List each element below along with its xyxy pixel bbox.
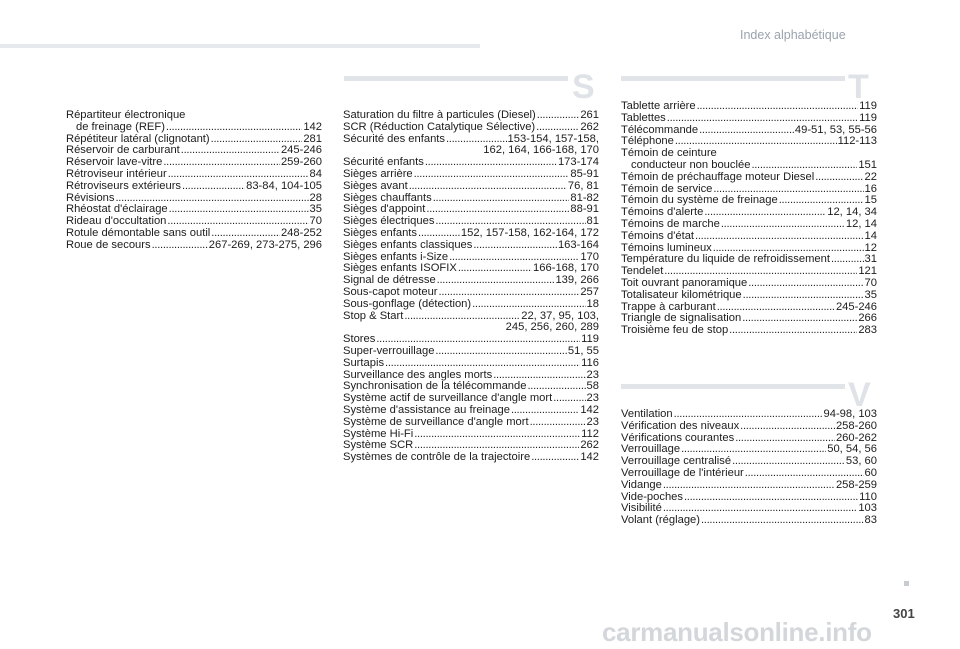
index-entry-pages: 49-51, 53, 55-56 <box>794 123 877 136</box>
index-entry-label: Stores <box>343 333 376 346</box>
dot-leader <box>418 228 460 240</box>
dot-leader <box>536 122 579 134</box>
index-entry-pages: 153-154, 157-158, <box>507 132 599 145</box>
dot-leader <box>385 358 580 370</box>
letter-s-heading: S <box>572 68 595 106</box>
index-entry-pages: 262 <box>580 120 599 133</box>
index-entry-label: Système d'assistance au freinage <box>343 403 510 416</box>
index-entry-label: Sièges enfants ISOFIX <box>343 262 457 275</box>
index-entry-label: Sièges enfants <box>343 226 418 239</box>
index-entry <box>343 181 599 193</box>
dot-leader <box>537 110 580 122</box>
dot-leader <box>437 275 555 287</box>
index-entry-pages: 94-98, 103 <box>823 408 877 420</box>
index-entry-pages: 84 <box>309 167 322 180</box>
index-entry-pages: 81-82 <box>570 191 599 204</box>
index-entry-pages: 53, 60 <box>845 455 877 468</box>
dot-leader <box>414 429 580 441</box>
index-entry-label: Témoin du système de freinage <box>621 194 778 207</box>
index-entry-pages: 142 <box>303 120 322 133</box>
dot-leader <box>704 207 826 219</box>
index-entry <box>621 219 877 231</box>
decorative-square <box>904 581 909 586</box>
index-entry-pages: 23 <box>586 415 599 428</box>
letter-t-rule <box>621 76 845 81</box>
dot-leader <box>667 113 858 125</box>
index-entry-label: Visibilité <box>621 502 662 515</box>
index-entry-label: Ventilation <box>621 408 673 420</box>
index-entry-pages: 267-269, 273-275, 296 <box>208 238 322 251</box>
index-entry-pages: 170 <box>580 250 599 263</box>
index-entry-label: Sièges avant <box>343 179 408 192</box>
index-entry-label: Témoins d'état <box>621 229 695 242</box>
index-entry-label: Verrouillage <box>621 443 681 456</box>
index-entry-label: Sous-capot moteur <box>343 285 438 298</box>
index-entry-pages: 12, 14, 34 <box>827 206 877 219</box>
index-entry-label: conducteur non bouclée <box>631 158 751 171</box>
index-entry-pages: 248-252 <box>280 226 322 239</box>
index-entry-label: Surveillance des angles morts <box>343 368 493 381</box>
index-entry-pages: 112 <box>581 427 599 440</box>
index-entry-pages: 76, 81 <box>567 179 599 192</box>
dot-leader <box>751 160 857 172</box>
index-entry <box>343 405 599 417</box>
index-entry-pages: 163-164 <box>557 238 599 251</box>
dot-leader <box>433 193 570 205</box>
index-entry-label: Témoin de service <box>621 182 713 195</box>
dot-leader <box>743 290 864 302</box>
letter-v-heading: V <box>848 376 871 414</box>
index-entry-pages: 51, 55 <box>567 344 599 357</box>
index-entry-pages: 245-246 <box>280 144 322 157</box>
dot-leader <box>815 172 863 184</box>
index-entry-pages: 260-262 <box>835 431 877 444</box>
index-entry <box>621 421 877 433</box>
index-entry <box>621 515 877 527</box>
dot-leader <box>511 405 579 417</box>
index-entry-label: Surtapis <box>343 356 385 369</box>
index-entry-pages: 83-84, 104-105 <box>246 179 322 192</box>
index-entry <box>621 113 877 125</box>
dot-leader <box>169 204 309 216</box>
index-entry-label: Vérifications courantes <box>621 431 735 444</box>
dot-leader <box>530 417 586 429</box>
index-entry-label: Tendelet <box>621 265 664 278</box>
index-entry-pages: 281 <box>303 132 322 145</box>
index-entry <box>343 346 599 358</box>
index-entry-label: Témoin de préchauffage moteur Diesel <box>621 170 815 183</box>
index-entry-label: Témoins d'alerte <box>621 206 704 219</box>
dot-leader <box>695 231 864 243</box>
index-entry-pages: 70 <box>309 215 322 228</box>
index-entry <box>66 228 322 240</box>
index-entry-pages: 15 <box>864 194 877 207</box>
index-entry-heading: Témoin de ceinture <box>621 147 717 160</box>
dot-leader <box>211 228 280 240</box>
index-entry-pages: 31 <box>864 253 877 266</box>
index-entry-pages: 110 <box>859 490 877 503</box>
letter-v-rule <box>621 384 845 389</box>
index-entry-label: de freinage (REF) <box>76 120 165 133</box>
dot-leader <box>740 421 835 433</box>
section-title: Index alphabétique <box>740 28 846 42</box>
index-entry-label: Sièges enfants classiques <box>343 238 473 251</box>
index-entry-pages: 166-168, 170 <box>533 262 599 275</box>
index-entry-label: Super-verrouillage <box>343 344 435 357</box>
index-entry-label: Sièges arrière <box>343 167 413 180</box>
index-entry-pages: 23 <box>586 392 599 405</box>
index-entry <box>621 172 877 184</box>
index-entry-label: Vérification des niveaux <box>621 419 740 432</box>
index-entry-label: Répétiteur latéral (clignotant) <box>66 132 210 145</box>
index-entry-label: Système Hi-Fi <box>343 427 414 440</box>
index-entry-pages: 258-260 <box>835 419 877 432</box>
index-entry-label: Toit ouvrant panoramique <box>621 276 748 289</box>
index-entry-pages: 245-246 <box>835 300 877 313</box>
index-entry-label: Trappe à carburant <box>621 300 716 313</box>
dot-leader <box>166 122 302 134</box>
index-entry-label: Rétroviseurs extérieurs <box>66 179 182 192</box>
index-entry-label: SCR (Réduction Catalytique Sélective) <box>343 120 536 133</box>
index-entry <box>621 480 877 492</box>
page-number: 301 <box>893 606 915 621</box>
index-entry-pages: 139, 266 <box>555 274 599 287</box>
index-entry-label: Signal de détresse <box>343 274 436 287</box>
index-entry <box>66 240 322 252</box>
index-entry-label: Réservoir de carburant <box>66 144 180 157</box>
index-entry-pages: 22 <box>864 170 877 183</box>
dot-leader <box>439 287 580 299</box>
index-entry <box>343 240 599 252</box>
index-entry-label: Rideau d'occultation <box>66 215 167 228</box>
index-entry <box>343 299 599 311</box>
dot-leader <box>409 181 567 193</box>
dot-leader <box>473 240 557 252</box>
letter-s-rule <box>344 76 568 81</box>
index-entry-pages: 262 <box>580 439 599 452</box>
index-column-v <box>621 409 877 527</box>
index-entry <box>66 181 322 193</box>
dot-leader <box>697 101 859 113</box>
index-entry-label: Stop & Start <box>343 309 404 322</box>
dot-leader <box>472 299 585 311</box>
index-entry-label: Vide-poches <box>621 490 683 503</box>
index-entry-pages: 103 <box>858 502 877 515</box>
index-entry-pages: 16 <box>864 182 877 195</box>
index-entry-label: Sièges enfants i-Size <box>343 250 449 263</box>
index-entry-label: Verrouillage de l'intérieur <box>621 466 744 479</box>
index-entry <box>343 417 599 429</box>
dot-leader <box>414 169 570 181</box>
index-entry-label: Saturation du filtre à particules (Diesel) <box>343 109 536 121</box>
index-entry-label: Température du liquide de refroidissement <box>621 253 830 266</box>
dot-leader <box>663 480 835 492</box>
index-entry-label: Rhéostat d'éclairage <box>66 203 168 216</box>
index-entry-label: Témoins de marche <box>621 217 720 230</box>
index-entry-label: Synchronisation de la télécommande <box>343 380 527 393</box>
index-entry <box>621 290 877 302</box>
index-entry-pages: 81 <box>586 215 599 228</box>
index-entry-pages: 12, 14 <box>845 217 877 230</box>
index-entry-pages: 151 <box>858 158 877 171</box>
dot-leader <box>742 313 857 325</box>
index-entry-label: Sous-gonflage (détection) <box>343 297 472 310</box>
index-entry-pages: 142 <box>580 451 599 464</box>
index-entry-label: Triangle de signalisation <box>621 312 742 325</box>
index-entry-label: Troisième feu de stop <box>621 324 729 337</box>
index-column-s <box>343 110 599 464</box>
index-entry-pages: 142 <box>580 403 599 416</box>
index-entry <box>343 228 599 240</box>
index-entry <box>343 358 599 370</box>
index-column-t <box>621 101 877 337</box>
index-entry-label: Systèmes de contrôle de la trajectoire <box>343 451 531 464</box>
dot-leader <box>182 181 245 193</box>
index-entry-label: Tablette arrière <box>621 100 696 112</box>
index-entry-label: Système de surveillance d'angle mort <box>343 415 529 428</box>
index-entry-pages: 173-174 <box>557 156 599 169</box>
index-entry-label: Témoins lumineux <box>621 241 712 254</box>
index-entry-label: Réservoir lave-vitre <box>66 156 163 169</box>
index-entry-continuation: 162, 164, 166-168, 170 <box>483 144 599 157</box>
index-entry-pages: 14 <box>864 229 877 242</box>
index-entry-pages: 112-113 <box>837 135 877 148</box>
dot-leader <box>748 278 863 290</box>
index-entry-pages: 116 <box>581 356 599 369</box>
dot-leader <box>735 433 835 445</box>
index-entry-pages: 119 <box>581 333 599 346</box>
dot-leader <box>181 145 280 157</box>
index-entry-pages: 22, 37, 95, 103, <box>521 309 599 322</box>
dot-leader <box>745 468 864 480</box>
dot-leader <box>701 515 864 527</box>
index-entry-pages: 152, 157-158, 162-164, 172 <box>460 226 599 239</box>
watermark-text: carmanualsonline.info <box>602 617 872 647</box>
index-entry-label: Rotule démontable sans outil <box>66 226 211 239</box>
index-entry <box>343 287 599 299</box>
index-entry-heading: Répartiteur électronique <box>66 109 186 121</box>
index-entry <box>621 160 877 172</box>
index-entry <box>343 169 599 181</box>
index-entry-pages: 257 <box>580 285 599 298</box>
index-entry <box>621 325 877 337</box>
index-entry-label: Sièges chauffants <box>343 191 432 204</box>
index-entry-label: Sièges électriques <box>343 215 435 228</box>
index-entry-pages: 119 <box>859 111 877 124</box>
index-entry-label: Système SCR <box>343 439 414 452</box>
dot-leader <box>699 125 794 137</box>
index-entry-pages: 28 <box>309 191 322 204</box>
dot-leader <box>168 169 309 181</box>
index-entry <box>343 452 599 464</box>
index-entry <box>343 122 599 134</box>
index-entry-label: Volant (réglage) <box>621 514 700 527</box>
index-entry-label: Sécurité enfants <box>343 156 424 169</box>
dot-leader <box>684 492 858 504</box>
top-header-bar <box>0 44 480 48</box>
dot-leader <box>435 346 566 358</box>
index-entry-label: Tablettes <box>621 111 666 124</box>
index-entry-label: Révisions <box>66 191 115 204</box>
dot-leader <box>721 219 845 231</box>
index-entry-pages: 85-91 <box>570 167 599 180</box>
index-entry-label: Télécommande <box>621 123 699 136</box>
index-entry-label: Sécurité des enfants <box>343 132 445 145</box>
index-entry-label: Sièges d'appoint <box>343 203 426 216</box>
index-entry-pages: 258-259 <box>835 478 877 491</box>
dot-leader <box>458 263 532 275</box>
dot-leader <box>163 157 280 169</box>
index-column-r <box>66 110 322 252</box>
index-entry-pages: 283 <box>858 324 877 337</box>
index-entry-label: Verrouillage centralisé <box>621 455 732 468</box>
index-entry <box>621 468 877 480</box>
index-entry-pages: 266 <box>858 312 877 325</box>
index-entry-pages: 83 <box>864 514 877 527</box>
dot-leader <box>404 311 520 323</box>
index-entry <box>66 169 322 181</box>
dot-leader <box>426 204 569 216</box>
index-entry <box>621 231 877 243</box>
index-entry-pages: 70 <box>864 276 877 289</box>
letter-t-heading: T <box>848 68 869 106</box>
index-entry-pages: 259-260 <box>280 156 322 169</box>
index-entry-pages: 18 <box>586 297 599 310</box>
index-entry-label: Rétroviseur intérieur <box>66 167 167 180</box>
index-entry-pages: 23 <box>586 368 599 381</box>
index-entry-pages: 35 <box>864 288 877 301</box>
index-entry-label: Roue de secours <box>66 238 151 251</box>
index-entry-label: Système actif de surveillance d'angle mort <box>343 392 553 405</box>
index-entry-continuation: 245, 256, 260, 289 <box>505 321 599 334</box>
index-entry-pages: 119 <box>859 100 877 112</box>
index-entry-label: Totalisateur kilométrique <box>621 288 742 301</box>
index-entry <box>66 122 322 134</box>
dot-leader <box>729 325 857 337</box>
index-entry-pages: 35 <box>309 203 322 216</box>
index-entry-pages: 121 <box>858 265 877 278</box>
dot-leader <box>732 456 845 468</box>
index-entry-pages: 88-91 <box>570 203 599 216</box>
index-entry-pages: 58 <box>586 380 599 393</box>
dot-leader <box>425 157 557 169</box>
index-entry-pages: 261 <box>580 109 599 121</box>
index-entry-pages: 12 <box>864 241 877 254</box>
index-entry-pages: 60 <box>864 466 877 479</box>
dot-leader <box>531 452 579 464</box>
index-entry <box>621 278 877 290</box>
index-entry-label: Vidange <box>621 478 662 491</box>
index-entry-label: Téléphone <box>621 135 674 148</box>
dot-leader <box>152 240 208 252</box>
index-entry-pages: 50, 54, 56 <box>827 443 877 456</box>
